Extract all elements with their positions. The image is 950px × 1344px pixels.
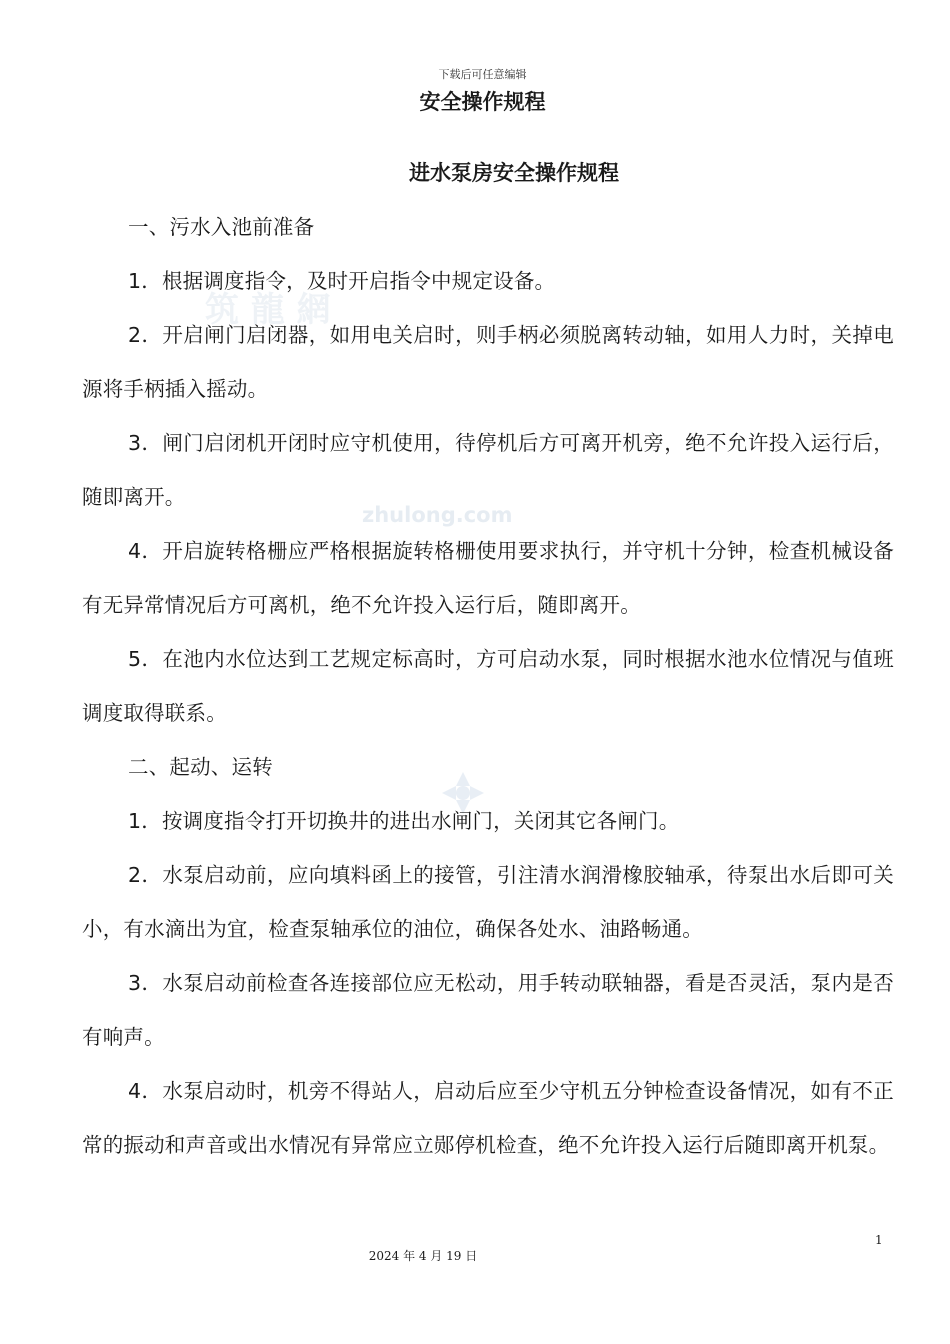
header-note: 下载后可任意编辑 (438, 68, 527, 81)
paragraph: 4．水泵启动时，机旁不得站人，启动后应至少守机五分钟检查设备情况，如有不正常的振动和声音或出水情况有异常应立郧停机检查，绝不允许投入运行后随即离开机泵。 (82, 1079, 894, 1157)
section-heading: 一、污水入池前准备 (128, 215, 315, 239)
watermark-logo-text: 筑 龍 網 (205, 290, 331, 330)
page-number: 1 (875, 1233, 883, 1247)
document-title: 安全操作规程 (419, 90, 546, 114)
document-subtitle: 进水泵房安全操作规程 (409, 161, 619, 185)
paragraph: 3．闸门启闭机开闭时应守机使用，待停机后方可离开机旁，绝不允许投入运行后，随即离开。 (82, 431, 894, 509)
paragraph: 2．开启闸门启闭器，如用电关启时，则手柄必须脱离转动轴，如用人力时，关掉电源将手柄插入摇动。 (82, 323, 894, 401)
paragraph: 1．根据调度指令，及时开启指令中规定设备。 (128, 269, 556, 293)
paragraph: 3．水泵启动前检查各连接部位应无松动，用手转动联轴器，看是否灵活，泵内是否有响声。 (82, 971, 894, 1049)
footer-date: 2024 年 4 月 19 日 (368, 1249, 478, 1263)
watermark-url: zhulong.com (362, 503, 513, 527)
paragraph: 2．水泵启动前，应向填料函上的接管，引注清水润滑橡胶轴承，待泵出水后即可关小，有水滴出为宜，检查泵轴承位的油位，确保各处水、油路畅通。 (82, 863, 894, 941)
paragraph: 4．开启旋转格栅应严格根据旋转格栅使用要求执行，并守机十分钟，检查机械设备有无异常情况后方可离机，绝不允许投入运行后，随即离开。 (82, 539, 894, 617)
paragraph: 1．按调度指令打开切换井的进出水闸门，关闭其它各闸门。 (128, 809, 680, 833)
section-heading: 二、起动、运转 (128, 755, 273, 779)
paragraph: 5．在池内水位达到工艺规定标高时，方可启动水泵，同时根据水池水位情况与值班调度取得联系。 (82, 647, 894, 725)
document-body (82, 200, 894, 1172)
